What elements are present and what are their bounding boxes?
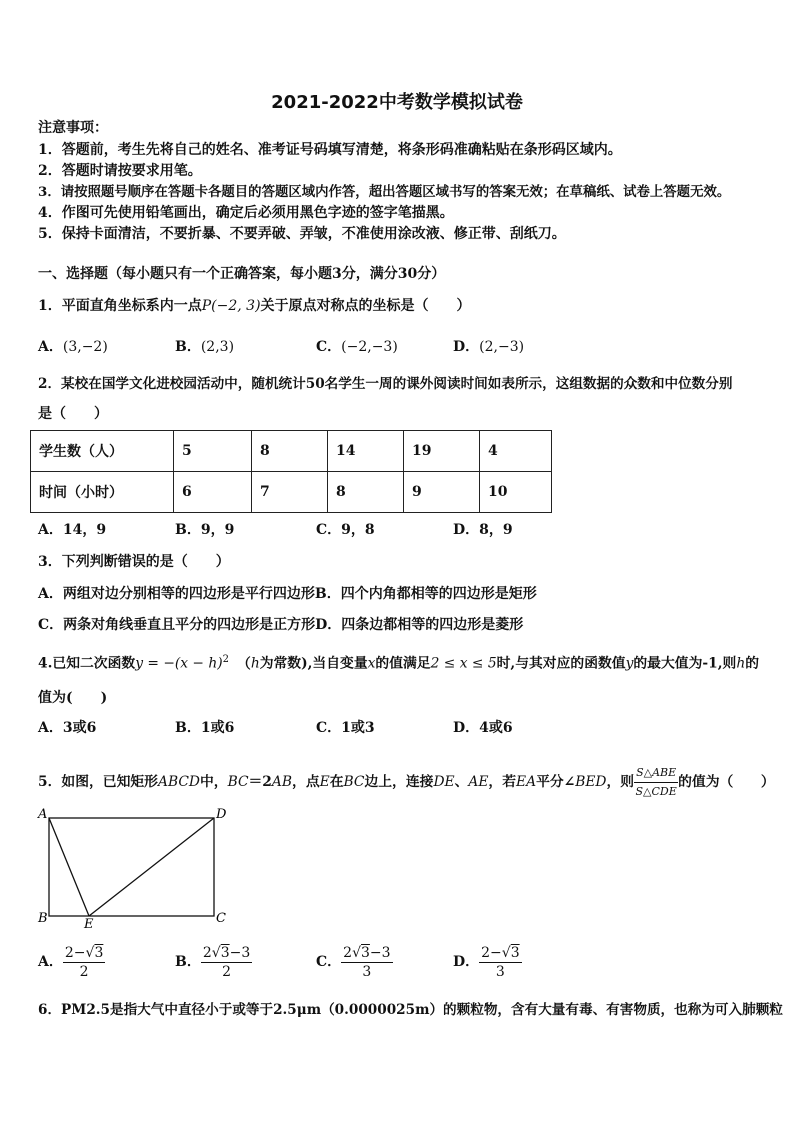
rectangle-figure: [34, 806, 234, 930]
table-row: [31, 431, 552, 472]
q2-option-c: C．9，8: [316, 522, 375, 538]
question-4-stem: 4.已知二次函数$y = -(x - h)^2$ （h为常数),当自变量x的值满足2 ≤ x ≤ 5时,与其对应的函数值y的最大值为-1,则h的: [38, 654, 759, 672]
table-cell: 8: [328, 472, 404, 513]
notice-item: 3．请按照题号顺序在答题卡各题目的答题区域内作答，超出答题区域书写的答案无效；在草稿纸、试卷上答题无效。: [38, 184, 731, 200]
q1-text: 关于原点对称点的坐标是（ ）: [260, 298, 471, 314]
q1-option-d: D．(2,−3): [453, 339, 525, 355]
area-ratio-fraction: $\frac{\text{S△ABE}}{\text{S△CDE}}$: [635, 766, 677, 798]
q5-option-a: A． $\frac{2-√3}{2}$: [38, 944, 104, 980]
table-cell: 9: [404, 472, 480, 513]
table-cell: 4: [480, 431, 552, 472]
section-heading: 一、选择题（每小题只有一个正确答案，每小题3分，满分30分）: [38, 266, 446, 282]
q2-option-a: A．14，9: [38, 522, 107, 538]
q1-option-c: C．(−2,−3): [316, 339, 398, 355]
q2-option-d: D．8，9: [453, 522, 513, 538]
table-cell: 5: [174, 431, 252, 472]
vertex-label-b: B: [38, 911, 48, 926]
notice-item: 4．作图可先使用铅笔画出，确定后必须用黑色字迹的签字笔描黑。: [38, 205, 454, 221]
q4-option-d: D．4或6: [453, 720, 513, 736]
q4-option-b: B．1或6: [175, 720, 235, 736]
q3-options-line-1: A．两组对边分别相等的四边形是平行四边形B．四个内角都相等的四边形是矩形: [38, 586, 537, 602]
question-3-stem: 3．下列判断错误的是（ ）: [38, 554, 230, 570]
segment-ae: [49, 818, 89, 916]
q5-option-b: B． $\frac{2√3-3}{2}$: [175, 944, 251, 980]
q5-option-d: D． $\frac{2-√3}{3}$: [453, 944, 520, 980]
table-cell: 6: [174, 472, 252, 513]
table-cell: 7: [252, 472, 328, 513]
notice-item: 2．答题时请按要求用笔。: [38, 163, 202, 179]
question-4-stem-cont: 值为( ): [38, 690, 108, 706]
notice-item: 5．保持卡面清洁，不要折暴、不要弄破、弄皱，不准使用涂改液、修正带、刮纸刀。: [38, 226, 566, 242]
table-row: [31, 472, 552, 513]
notice-heading: 注意事项：: [38, 120, 108, 136]
reading-time-table: [30, 430, 552, 513]
q4-option-c: C．1或3: [316, 720, 375, 736]
question-2-stem: 2．某校在国学文化进校园活动中，随机统计50名学生一周的课外阅读时间如表所示，这组数据的众数和中位数分别: [38, 376, 733, 392]
vertex-label-e: E: [84, 917, 94, 930]
q1-option-b: B．(2,3): [175, 339, 235, 355]
question-6-stem: 6．PM2.5是指大气中直径小于或等于2.5μm（0.0000025m）的颗粒物，含有大量有毒、有害物质，也称为可入肺颗粒: [38, 1002, 783, 1018]
q1-option-a: A．(3,−2): [38, 339, 108, 355]
table-cell: 10: [480, 472, 552, 513]
table-cell: 19: [404, 431, 480, 472]
q1-text: 1．平面直角坐标系内一点: [38, 298, 202, 314]
vertex-label-a: A: [38, 807, 48, 822]
q4-option-a: A．3或6: [38, 720, 97, 736]
table-cell: 学生数（人）: [31, 431, 174, 472]
question-5-stem: 5．如图，已知矩形ABCD中，BC＝2AB，点E在BC边上，连接DE、AE，若EA平分∠BED，则 $\frac{\text{S△ABE}}{\text{S△CDE}}$ 的值为（ ）: [38, 764, 775, 801]
segment-de: [89, 818, 214, 916]
vertex-label-d: D: [216, 807, 227, 822]
rectangle-abcd: [49, 818, 214, 916]
table-cell: 14: [328, 431, 404, 472]
q2-option-b: B．9，9: [175, 522, 235, 538]
table-cell: 时间（小时）: [31, 472, 174, 513]
q3-options-line-2: C．两条对角线垂直且平分的四边形是正方形D．四条边都相等的四边形是菱形: [38, 617, 524, 633]
question-1-stem: [38, 296, 471, 316]
vertex-label-c: C: [216, 911, 226, 926]
notice-item: 1．答题前，考生先将自己的姓名、准考证号码填写清楚，将条形码准确粘贴在条形码区域内。: [38, 142, 622, 158]
q1-point: P(−2, 3): [201, 298, 261, 314]
table-cell: 8: [252, 431, 328, 472]
q5-option-c: C． $\frac{2√3-3}{3}$: [316, 944, 391, 980]
page-title: 2021-2022中考数学模拟试卷: [271, 92, 523, 113]
question-2-stem-cont: 是（ ）: [38, 406, 108, 422]
